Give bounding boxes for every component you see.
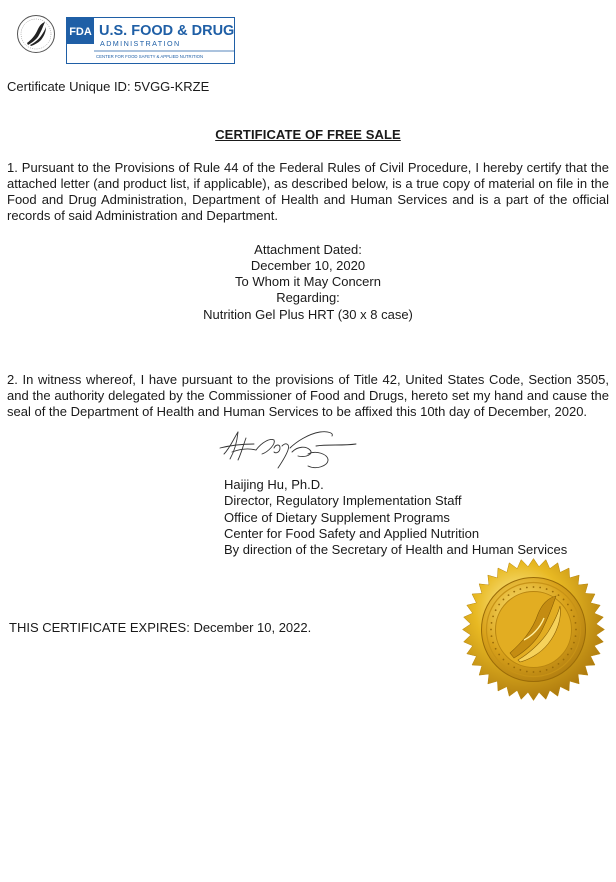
expiration-statement: THIS CERTIFICATE EXPIRES: December 10, 2022. [9, 620, 312, 635]
signatory-title: Director, Regulatory Implementation Staff [224, 493, 462, 508]
hhs-eagle-icon [16, 14, 56, 54]
paragraph-line: attached letter (and product list, if applicable), as described below, is a true copy of material on file in the [7, 176, 609, 191]
signatory-office: Office of Dietary Supplement Programs [224, 510, 450, 525]
certificate-title: CERTIFICATE OF FREE SALE [215, 127, 401, 142]
signature-image [216, 424, 366, 474]
paragraph-line: seal of the Department of Health and Human Services to be affixed this 10th day of December, 2020. [7, 404, 588, 419]
paragraph-line: Food and Drug Administration, Department of Health and Human Services and is a part of the official [7, 192, 609, 207]
witness-paragraph [7, 372, 609, 420]
fda-subtitle-text: ADMINISTRATION [100, 39, 181, 48]
certification-paragraph [7, 160, 609, 224]
attachment-product: Nutrition Gel Plus HRT (30 x 8 case) [203, 307, 413, 322]
attachment-regarding-label: Regarding: [276, 290, 340, 305]
signatory-direction: By direction of the Secretary of Health and Human Services [224, 542, 568, 557]
paragraph-line: and the authority delegated by the Commissioner of Food and Drugs, hereto set my hand and cause the [7, 388, 609, 403]
signatory-center: Center for Food Safety and Applied Nutrition [224, 526, 480, 541]
attachment-dated-label: Attachment Dated: [254, 242, 362, 257]
gold-hhs-seal-icon [462, 558, 605, 701]
fda-logo [66, 17, 235, 64]
paragraph-line: records of said Administration and Department. [7, 208, 278, 223]
signatory-name: Haijing Hu, Ph.D. [224, 477, 324, 492]
fda-badge-text: FDA [69, 26, 92, 38]
attachment-date: December 10, 2020 [250, 258, 366, 273]
fda-title-text: U.S. FOOD & DRUG [99, 23, 235, 39]
paragraph-line: 2. In witness whereof, I have pursuant to the provisions of Title 42, United States Code, Section 3505, [7, 372, 609, 387]
certificate-unique-id: Certificate Unique ID: 5VGG-KRZE [7, 79, 210, 94]
attachment-recipient: To Whom it May Concern [235, 274, 381, 289]
paragraph-line: 1. Pursuant to the Provisions of Rule 44 of the Federal Rules of Civil Procedure, I hereby certify that the [7, 160, 609, 175]
fda-center-text: CENTER FOR FOOD SAFETY & APPLIED NUTRITION [96, 54, 204, 59]
